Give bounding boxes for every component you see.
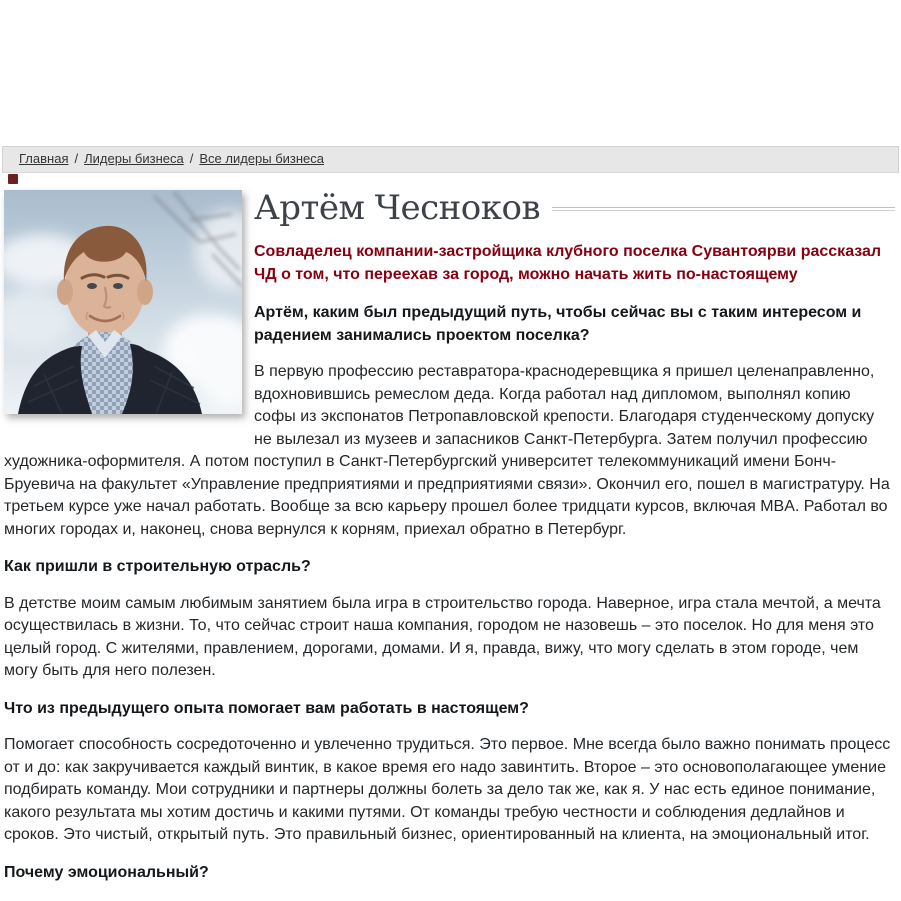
page-title: Артём Чесноков (254, 188, 541, 228)
page (0, 146, 901, 901)
title-rule (552, 207, 895, 211)
answer-2: В детстве моим самым любимым занятием была игра в строительство города. Наверное, игра стала мечтой, а мечта осуществилась в жизни. То, что сейчас строит наша компания, городом не назовешь – это поселок. Но для меня это целый город. С жителями, правлением, дорогами, домами. И я, правда, вижу, что могу сделать в этом городе, чем могу быть для него полезен. (4, 594, 881, 679)
breadcrumb-link-all-business-leaders[interactable]: Все лидеры бизнеса (199, 151, 325, 166)
article-lead: Совладелец компании-застройщика клубного поселка Сувантоярви рассказал ЧД о том, что переехав за город, можно начать жить по-настоящему (254, 243, 882, 283)
breadcrumb-link-home[interactable]: Главная (19, 151, 69, 166)
breadcrumb-link-business-leaders[interactable]: Лидеры бизнеса (84, 151, 184, 166)
portrait-photo (4, 190, 242, 414)
interview-article (4, 189, 895, 884)
breadcrumb (2, 146, 899, 173)
answer-1: В первую профессию реставратора-краснодеревщика я пришел целенаправленно, вдохновившись ремеслом деда. Когда работал над дипломом, выполнял копию софы из экспонатов Петропавловской крепости. Благодаря студенческому допуску не вылезал из музеев и запасников Санкт-Петербурга. Затем получил профессию художника-оформителя. А потом поступил в Санкт-Петербургский университет телекоммуникаций имени Бонч-Бруевича на факультет «Управление предприятиями и предприятиями связи». Окончил его, пошел в магистратуру. На третьем курсе уже начал работать. Вообще за всю карьеру прошел более тридцати курсов, включая MBA. Работал во многих городах и, наконец, снова вернулся к корням, приехал обратно в Петербург. (4, 363, 890, 538)
corner-marker (8, 174, 18, 184)
breadcrumb-separator: / (189, 151, 194, 166)
breadcrumb-separator: / (74, 151, 79, 166)
question-1: Артём, каким был предыдущий путь, чтобы сейчас вы с таким интересом и радением занимались проектом поселка? (254, 304, 862, 344)
question-2: Как пришли в строительную отрасль? (4, 558, 311, 575)
question-3: Что из предыдущего опыта помогает вам работать в настоящем? (4, 699, 529, 717)
answer-3: Помогает способность сосредоточенно и увлеченно трудиться. Это первое. Мне всегда было важно понимать процесс от и до: как закручивается каждый винтик, в какое время его надо завинтить. Второе – это основополагающее умение подбирать команду. Мои сотрудники и партнеры должны болеть за дело так же, как я. У нас есть единое понимание, какого результата мы хотим достичь и какими путями. От команды требую честности и соблюдения дедлайнов и сроков. Это чистый, открытый путь. Это правильный бизнес, ориентированный на клиента, на эмоциональный итог. (4, 736, 891, 843)
title-row (254, 189, 895, 227)
portrait-photo-image (4, 190, 242, 414)
question-4: Почему эмоциональный? (4, 863, 209, 881)
